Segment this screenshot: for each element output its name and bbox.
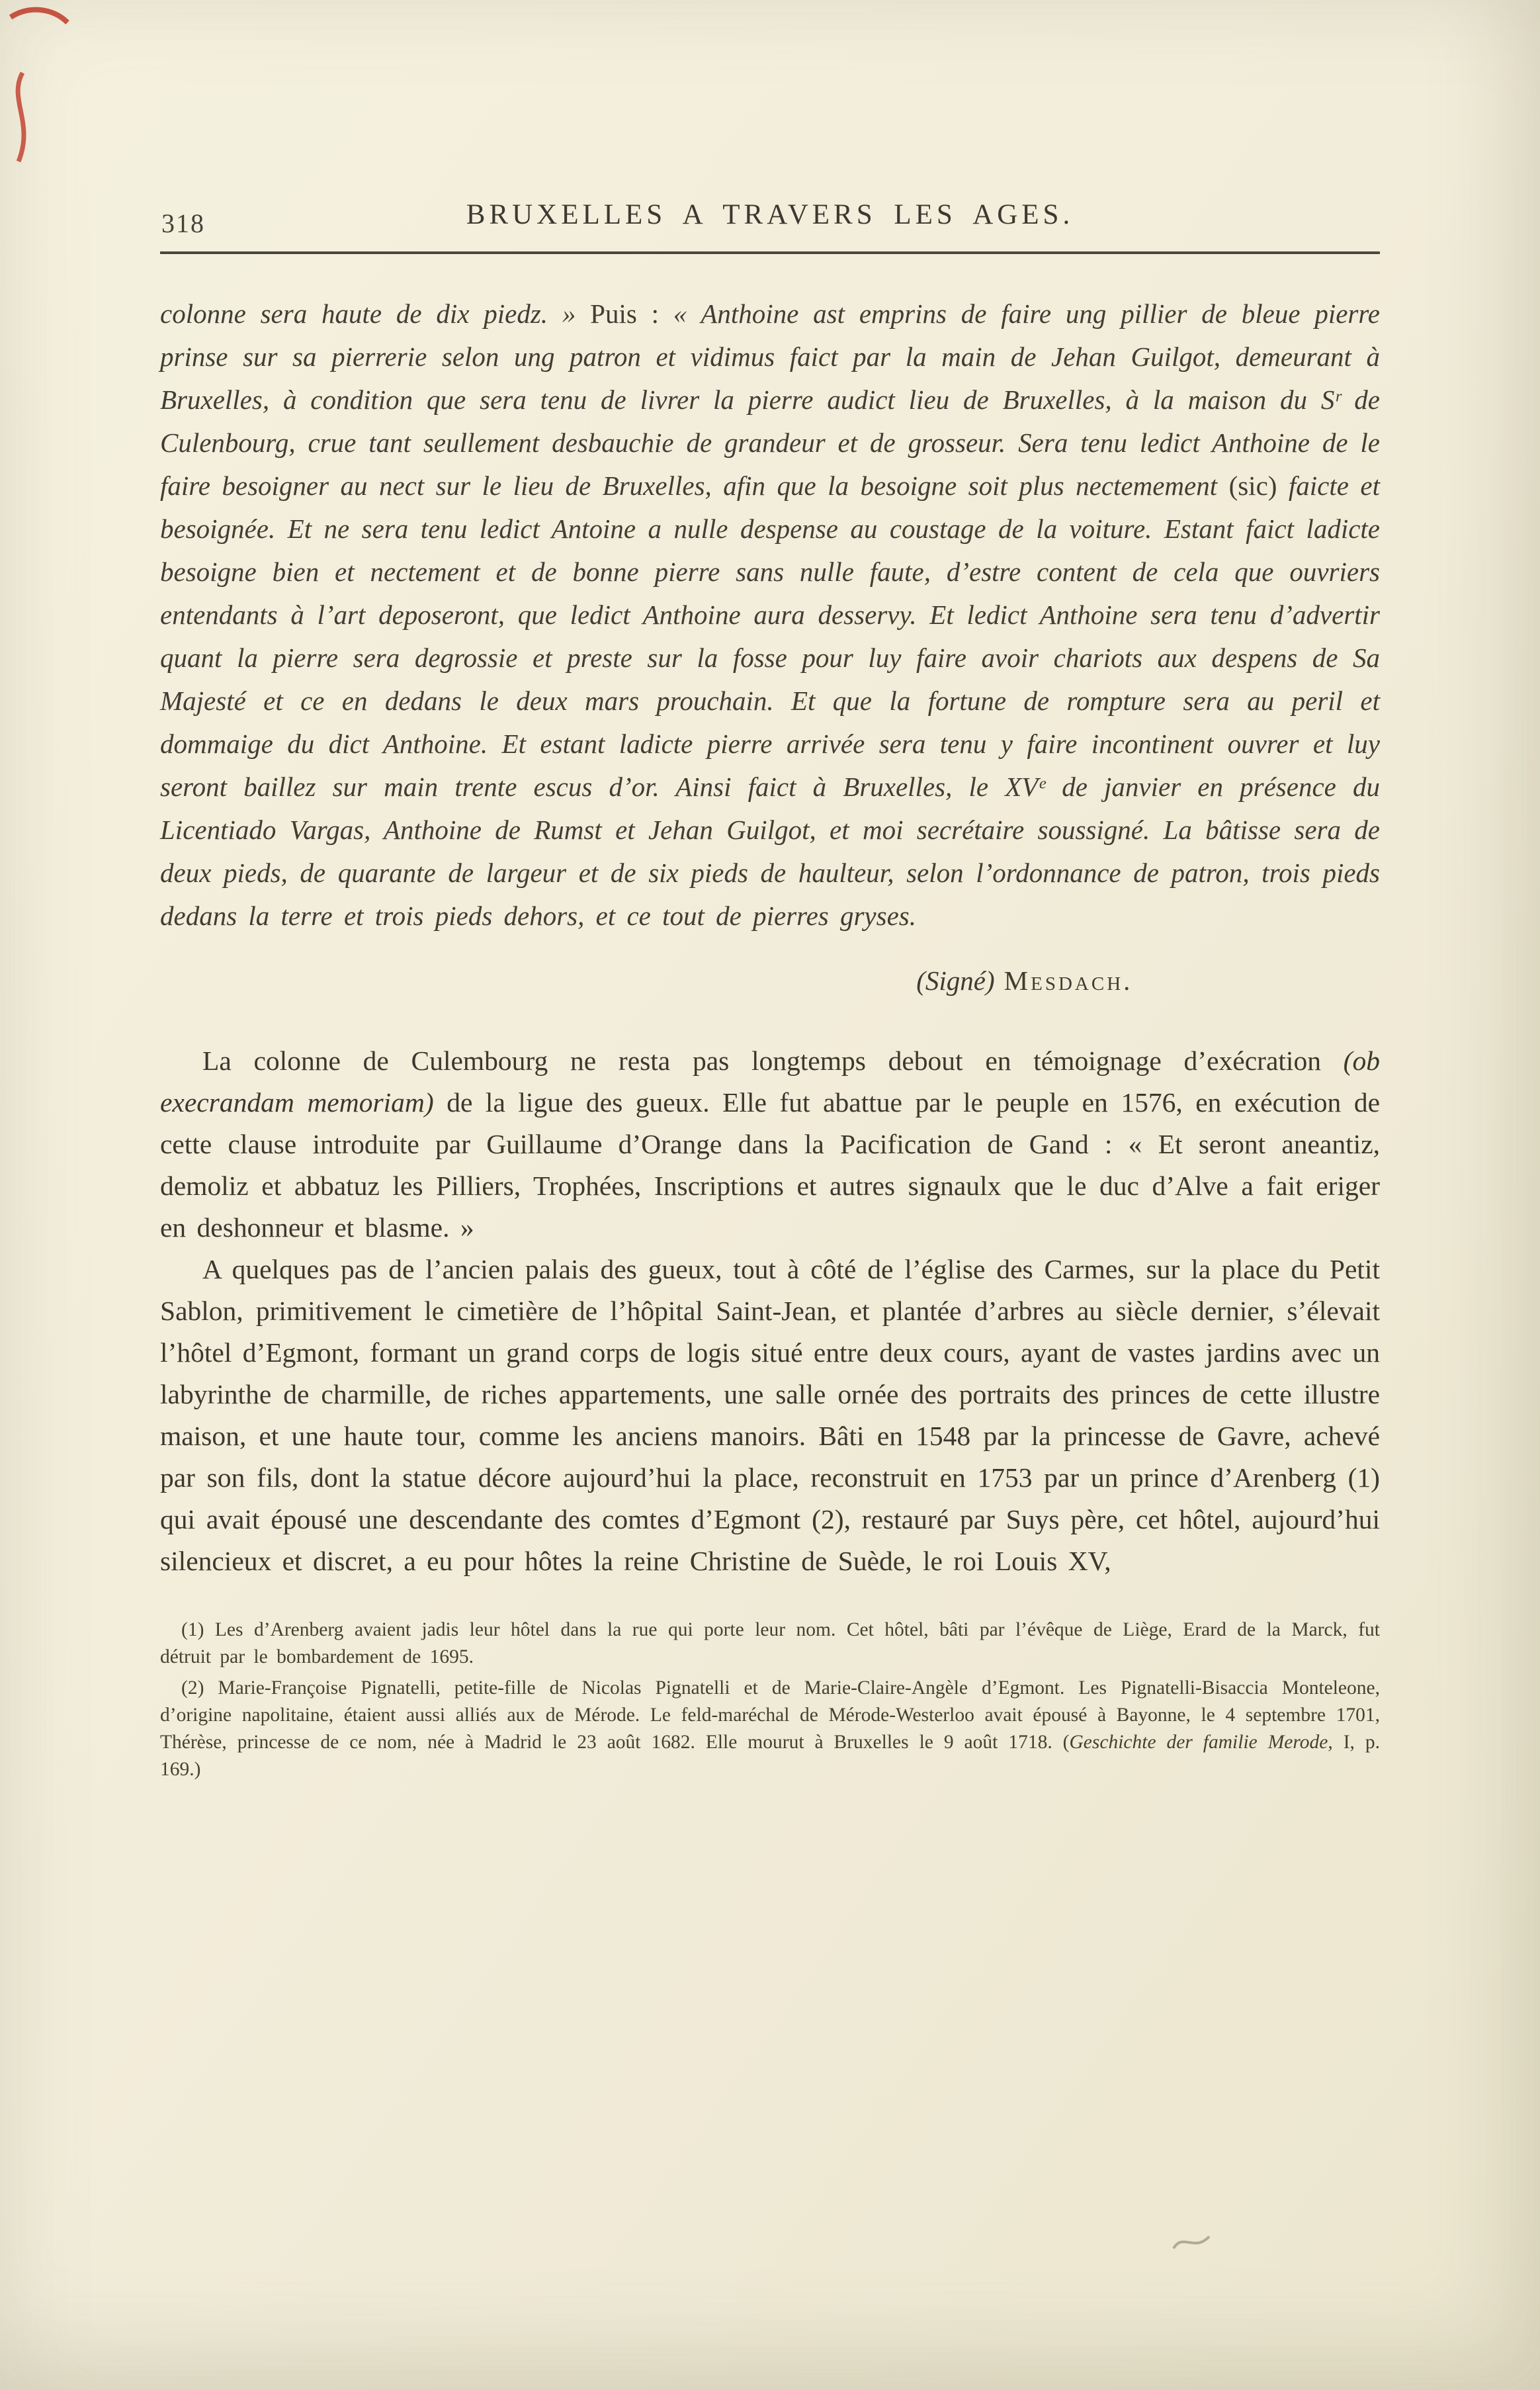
paragraph-colonne <box>160 1040 1380 1249</box>
quote-seg-0: colonne sera haute de dix piedz. » <box>160 298 591 329</box>
quote-seg-3: (sic) <box>1228 470 1277 501</box>
footnote-1: (1) Les d’Arenberg avaient jadis leur hôtel dans la rue qui porte leur nom. Cet hôtel, bâti par l’évêque de Liège, Erard de la Marck, fut détruit par le bombardement de 1695. <box>160 1619 1380 1667</box>
running-title: BRUXELLES A TRAVERS LES AGES. <box>466 199 1074 230</box>
quote-seg-1: Puis : <box>590 298 673 329</box>
footnote-2 <box>160 1675 1380 1783</box>
quote-seg-2: « Anthoine ast emprins de faire ung pillier de bleue pierre prinse sur sa pierrerie selon ung patron et vidimus faict par la main de Jehan Guilgot, demeurant à Bruxelles, à condition que sera tenu de livrer la pierre audict lieu de Bruxelles, à la maison du Sʳ de Culenbourg, crue tant seullement desbauchie de grandeur et de grosseur. Sera tenu ledict Anthoine de le faire besoigner au nect sur le lieu de Bruxelles, afin que la besoigne soit plus nectemement <box>160 298 1380 501</box>
page-number: 318 <box>161 208 205 238</box>
footnotes <box>160 1616 1380 1783</box>
signature-label: (Signé) <box>916 965 995 996</box>
pencil-mark <box>1171 2230 1217 2256</box>
quote-passage <box>160 292 1380 938</box>
paragraph-egmont: A quelques pas de l’ancien palais des gueux, tout à côté de l’église des Carmes, sur la place du Petit Sablon, primitivement le cimetière de l’hôpital Saint-Jean, et plantée d’arbres au siècle dernier, s’élevait l’hôtel d’Egmont, formant un grand corps de logis situé entre deux cours, ayant de vastes jardins avec un labyrinthe de charmille, de riches appartements, une salle ornée des portraits des princes de cette illustre maison, et une haute tour, comme les anciens manoirs. Bâti en 1548 par la princesse de Gavre, achevé par son fils, dont la statue décore aujourd’hui la place, reconstruit en 1753 par un prince d’Arenberg (1) qui avait épousé une descendante des comtes d’Egmont (2), restauré par Suys père, cet hôtel, aujourd’hui silencieux et discret, a eu pour hôtes la reine Christine de Suède, le roi Louis XV, <box>160 1254 1380 1576</box>
p1-seg-1: (ob execrandam memoriam) <box>160 1045 1380 1118</box>
signature-name: Mesdach. <box>1004 965 1133 996</box>
fn2-seg-0: (2) Marie-Françoise Pignatelli, petite-fille de Nicolas Pignatelli et de Marie-Claire-Angèle d’Egmont. Les Pignatelli-Bisaccia Monteleone, d’origine napolitaine, étaient aussi alliés aux de Mérode. Le feld-maréchal de Mérode-Westerloo avait épousé à Bayonne, le 4 septembre 1701, Thérèse, princesse de ce nom, née à Madrid le 23 août 1682. Elle mourut à Bruxelles le 9 août 1718. ( <box>160 1677 1380 1753</box>
fn2-seg-1: Geschichte der familie Merode, <box>1069 1732 1333 1753</box>
signature <box>160 965 1380 996</box>
p1-seg-0: La colonne de Culembourg ne resta pas longtemps debout en témoignage d’exécration <box>202 1045 1344 1076</box>
quote-seg-4: faicte et besoignée. Et ne sera tenu ledict Antoine a nulle despense au coustage de la voiture. Estant faict ladicte besoigne bien et nectement et de bonne pierre sans nulle faute, d’estre content de cela que ouvriers entendants à l’art deposeront, que ledict Anthoine aura desservy. Et ledict Anthoine sera tenu d’advertir quant la pierre sera degrossie et preste sur la fosse pour luy faire avoir chariots aux despens de Sa Majesté et ce en dedans le deux mars prouchain. Et que la fortune de rompture sera au peril et dommaige du dict Anthoine. Et estant ladicte pierre arrivée sera tenu y faire incontinent ouvrer et luy seront baillez sur main trente escus d’or. Ainsi faict à Bruxelles, le XVᵉ de janvier en présence du Licentiado Vargas, Anthoine de Rumst et Jehan Guilgot, et moi secrétaire soussigné. La bâtisse sera de deux pieds, de quarante de largeur et de six pieds de haulteur, selon l’ordonnance de patron, trois pieds dedans la terre et trois pieds dehors, et ce tout de pierres gryses. <box>160 470 1380 931</box>
page-header <box>160 199 1380 241</box>
text-block <box>160 199 1380 1787</box>
p1-seg-2: de la ligue des gueux. Elle fut abattue par le peuple en 1576, en exécution de cette clause introduite par Guillaume d’Orange dans la Pacification de Gand : « Et seront aneantiz, demoliz et abbatuz les Pilliers, Trophées, Inscriptions et autres signaulx que le duc d’Alve a fait eriger en deshonneur et blasme. » <box>160 1087 1380 1243</box>
header-rule <box>160 251 1380 254</box>
fn2-seg-2: I, p. 169.) <box>160 1732 1380 1780</box>
red-ink-mark <box>0 0 112 199</box>
